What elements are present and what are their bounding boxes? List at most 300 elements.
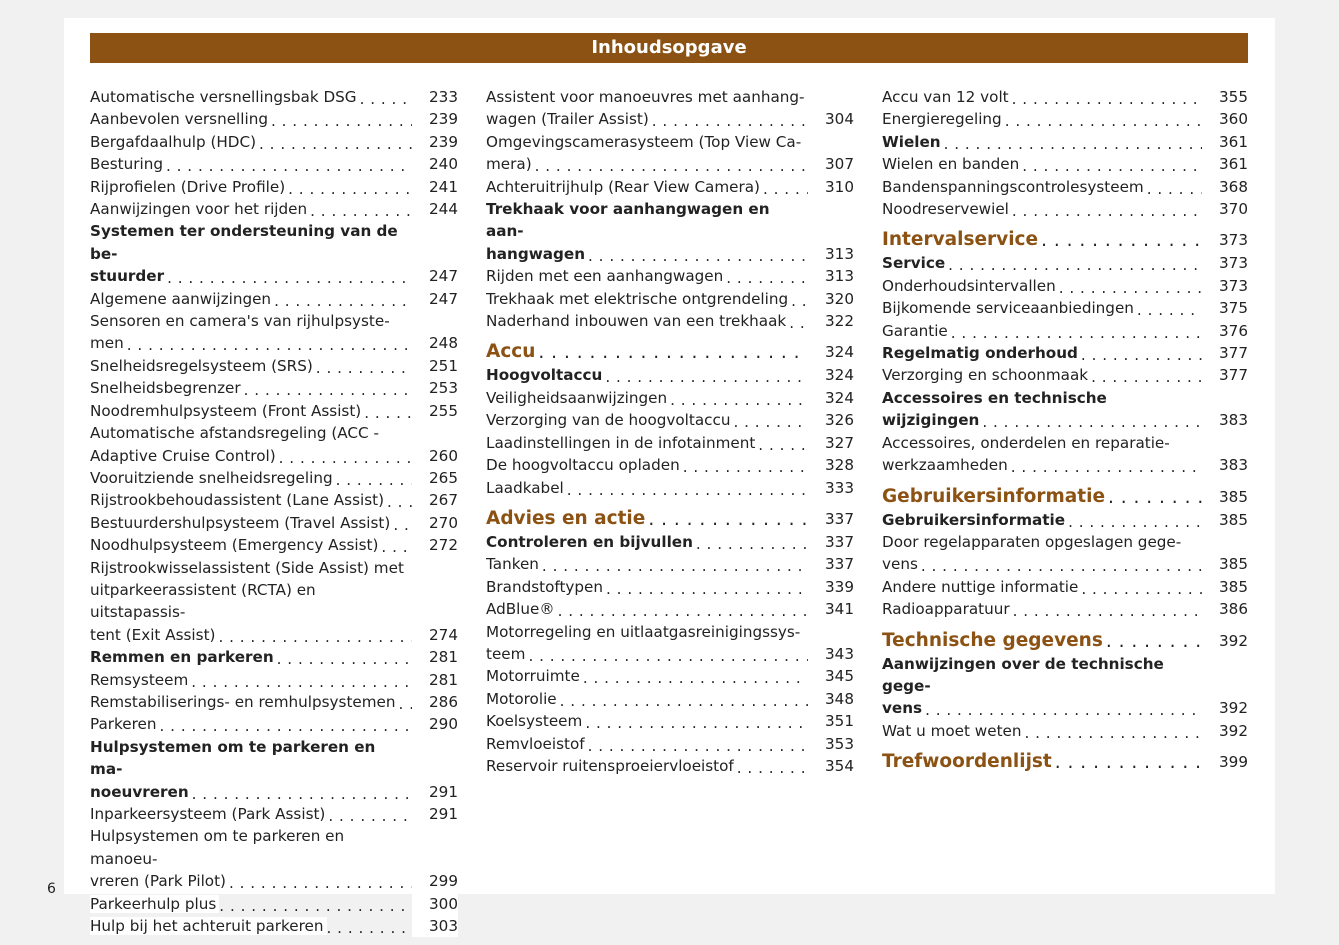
toc-entry-text: Noodremhulpsysteem (Front Assist): [90, 402, 364, 420]
toc-entry-title: [882, 297, 1202, 319]
toc-entry-title: [882, 432, 1202, 477]
toc-page-number: 341: [808, 598, 854, 620]
toc-section-heading[interactable]: [882, 750, 1248, 774]
toc-entry-text: Omgevingscamerasysteem (Top View Ca- mera): [486, 132, 802, 174]
toc-entry-text: Andere nuttige informatie: [882, 578, 1081, 596]
toc-entry-title: [882, 750, 1202, 774]
toc-page-number: 299: [412, 870, 458, 892]
toc-page-number: 370: [1202, 198, 1248, 220]
toc-entry[interactable]: [882, 320, 1248, 342]
toc-page-number: 383: [1202, 409, 1248, 431]
toc-entry-title: [882, 320, 1202, 342]
toc-entry[interactable]: [486, 598, 854, 620]
toc-column-1: [90, 86, 458, 937]
toc-entry-text: Parkeerhulp plus: [90, 895, 219, 913]
toc-entry-text: Service: [882, 254, 948, 272]
toc-entry[interactable]: [882, 576, 1248, 598]
page-title: Inhoudsopgave: [90, 33, 1248, 63]
toc-entry-text: Onderhoudsintervallen: [882, 277, 1059, 295]
toc-entry-title: [882, 342, 1202, 364]
toc-entry-title: [486, 131, 808, 176]
toc-page-number: 324: [808, 387, 854, 409]
toc-column-3: [882, 86, 1248, 774]
toc-entry-text: Rijstrookwisselassistent (Side Assist) met uitparkeerassistent (RCTA) en uitstapassis- tent (Exit Assist): [90, 558, 404, 644]
toc-entry-text: Algemene aanwijzingen: [90, 290, 274, 308]
toc-entry-text: Parkeren: [90, 715, 160, 733]
toc-entry-title: [882, 653, 1202, 720]
toc-page-number: 253: [412, 377, 458, 399]
toc-entry-title: [486, 755, 808, 777]
toc-entry-text: Wat u moet weten: [882, 722, 1025, 740]
toc-entry-title: [90, 489, 412, 511]
toc-page-number: 322: [808, 310, 854, 332]
toc-page-number: 337: [808, 531, 854, 553]
toc-page-number: 291: [412, 803, 458, 825]
toc-entry-title: [486, 176, 808, 198]
toc-entry[interactable]: [486, 86, 854, 131]
toc-entry[interactable]: [90, 803, 458, 825]
toc-entry[interactable]: [90, 467, 458, 489]
toc-page-number: 373: [1202, 228, 1248, 252]
toc-entry-title: [486, 688, 808, 710]
toc-entry-text: Wielen en banden: [882, 155, 1022, 173]
toc-entry-text: Assistent voor manoeuvres met aanhang- wagen (Trailer Assist): [486, 88, 805, 129]
toc-entry-text: Systemen ter ondersteuning van de be- stuurder: [90, 222, 398, 286]
toc-entry-text: Hulpsystemen om te parkeren en manoeu- vreren (Park Pilot): [90, 827, 345, 891]
toc-page-number: 361: [1202, 131, 1248, 153]
toc-entry[interactable]: [90, 153, 458, 175]
toc-entry[interactable]: [90, 512, 458, 534]
toc-entry-text: Accu: [486, 341, 538, 362]
toc-section-heading[interactable]: [882, 228, 1248, 252]
toc-entry[interactable]: [90, 220, 458, 287]
toc-entry-title: [90, 736, 412, 803]
toc-entry[interactable]: [486, 310, 854, 332]
toc-entry-title: [486, 531, 808, 553]
toc-page-number: 255: [412, 400, 458, 422]
toc-entry[interactable]: [90, 489, 458, 511]
toc-entry-text: Laadkabel: [486, 479, 567, 497]
toc-entry-title: [882, 629, 1202, 653]
toc-page-number: 313: [808, 265, 854, 287]
toc-entry[interactable]: [90, 825, 458, 892]
toc-entry[interactable]: [486, 688, 854, 710]
toc-entry-title: [486, 621, 808, 666]
toc-page-number: 239: [412, 108, 458, 130]
toc-page-number: 373: [1202, 252, 1248, 274]
toc-entry-text: Sensoren en camera's van rijhulpsyste- men: [90, 312, 390, 353]
toc-page-number: 333: [808, 477, 854, 499]
toc-entry[interactable]: [882, 131, 1248, 153]
toc-entry-text: Rijprofielen (Drive Profile): [90, 178, 288, 196]
toc-entry-title: [90, 422, 412, 467]
toc-entry-title: [90, 176, 412, 198]
toc-entry[interactable]: [90, 534, 458, 556]
toc-entry-title: [90, 557, 412, 647]
toc-entry-text: Advies en actie: [486, 508, 648, 529]
toc-page-number: 313: [808, 243, 854, 265]
toc-page-number: 247: [412, 265, 458, 287]
toc-entry[interactable]: [486, 733, 854, 755]
toc-page-number: 399: [1202, 750, 1248, 774]
toc-entry-title: [90, 803, 412, 825]
toc-entry[interactable]: [882, 153, 1248, 175]
toc-section-heading[interactable]: [882, 629, 1248, 653]
toc-entry[interactable]: [882, 720, 1248, 742]
toc-entry[interactable]: [90, 646, 458, 668]
toc-page-number: 385: [1202, 485, 1248, 509]
toc-entry-text: Technische gegevens: [882, 630, 1106, 651]
toc-entry-text: De hoogvoltaccu opladen: [486, 456, 683, 474]
toc-entry-title: [486, 387, 808, 409]
toc-page-number: 247: [412, 288, 458, 310]
toc-entry-title: [90, 512, 412, 534]
toc-entry[interactable]: [882, 252, 1248, 274]
toc-entry[interactable]: [486, 576, 854, 598]
toc-entry-text: Radioapparatuur: [882, 600, 1013, 618]
toc-entry[interactable]: [486, 755, 854, 777]
toc-page-number: 343: [808, 643, 854, 665]
toc-column-2: [486, 86, 854, 777]
toc-entry[interactable]: [486, 364, 854, 386]
toc-page-number: 355: [1202, 86, 1248, 108]
toc-entry-text: Hulp bij het achteruit parkeren: [90, 917, 327, 935]
toc-page-number: 326: [808, 409, 854, 431]
toc-entry-text: Accessoires, onderdelen en reparatie- werkzaamheden: [882, 433, 1170, 475]
toc-entry-title: [486, 507, 808, 531]
toc-entry-title: [90, 220, 412, 287]
toc-page-number: 348: [808, 688, 854, 710]
toc-entry-text: Controleren en bijvullen: [486, 533, 696, 551]
toc-entry[interactable]: [90, 108, 458, 130]
toc-entry[interactable]: [486, 198, 854, 265]
toc-entry-text: Noodhulpsysteem (Emergency Assist): [90, 536, 381, 554]
toc-page-number: 385: [1202, 576, 1248, 598]
toc-entry-text: Aanwijzingen voor het rijden: [90, 200, 310, 218]
toc-entry-title: [90, 198, 412, 220]
toc-entry-text: Remstabiliserings- en remhulpsystemen: [90, 693, 399, 711]
toc-entry-title: [486, 576, 808, 598]
toc-page-number: 375: [1202, 297, 1248, 319]
toc-entry-text: Snelheidsbegrenzer: [90, 379, 244, 397]
toc-entry-text: Aanbevolen versnelling: [90, 110, 271, 128]
toc-section-heading[interactable]: [486, 340, 854, 364]
toc-entry[interactable]: [882, 297, 1248, 319]
toc-entry-title: [486, 710, 808, 732]
toc-entry-text: Intervalservice: [882, 229, 1041, 250]
toc-entry[interactable]: [486, 409, 854, 431]
toc-entry-title: [90, 400, 412, 422]
toc-entry-text: AdBlue®: [486, 600, 558, 618]
toc-entry[interactable]: [90, 198, 458, 220]
toc-entry[interactable]: [90, 557, 458, 647]
toc-entry-title: [882, 598, 1202, 620]
toc-entry-title: [882, 576, 1202, 598]
toc-entry-title: [882, 198, 1202, 220]
toc-entry-text: Door regelapparaten opgeslagen gege- vens: [882, 532, 1182, 574]
toc-entry-title: [90, 377, 412, 399]
toc-entry-title: [486, 454, 808, 476]
toc-entry[interactable]: [486, 477, 854, 499]
toc-entry[interactable]: [90, 131, 458, 153]
toc-page-number: 361: [1202, 153, 1248, 175]
toc-entry[interactable]: [882, 176, 1248, 198]
toc-entry[interactable]: [882, 275, 1248, 297]
toc-entry[interactable]: [486, 176, 854, 198]
toc-page-number: 368: [1202, 176, 1248, 198]
toc-entry-text: Tanken: [486, 555, 542, 573]
toc-page-number: 239: [412, 131, 458, 153]
toc-page-number: 260: [412, 445, 458, 467]
toc-entry-text: Vooruitziende snelheidsregeling: [90, 469, 336, 487]
toc-entry[interactable]: [90, 915, 458, 937]
toc-page-number: 251: [412, 355, 458, 377]
toc-entry-title: [882, 86, 1202, 108]
toc-page-number: 307: [808, 153, 854, 175]
toc-entry-text: Veiligheidsaanwijzingen: [486, 389, 670, 407]
toc-entry-title: [90, 534, 412, 556]
toc-entry-title: [882, 275, 1202, 297]
toc-page-number: 386: [1202, 598, 1248, 620]
toc-entry-title: [882, 387, 1202, 432]
toc-entry-text: Remsysteem: [90, 671, 191, 689]
toc-entry-title: [882, 252, 1202, 274]
toc-entry-text: Accu van 12 volt: [882, 88, 1012, 106]
toc-entry-text: Brandstoftypen: [486, 578, 606, 596]
toc-entry-text: Accessoires en technische wijzigingen: [882, 388, 1107, 430]
toc-page-number: 345: [808, 665, 854, 687]
toc-page-number: 281: [412, 669, 458, 691]
toc-entry-text: Remmen en parkeren: [90, 648, 277, 666]
toc-entry-text: Bergafdaalhulp (HDC): [90, 133, 259, 151]
toc-entry-text: Garantie: [882, 322, 951, 340]
toc-page-number: 281: [412, 646, 458, 668]
toc-page-number: 244: [412, 198, 458, 220]
toc-entry-text: Inparkeersysteem (Park Assist): [90, 805, 328, 823]
toc-page-number: 339: [808, 576, 854, 598]
toc-entry-text: Verzorging van de hoogvoltaccu: [486, 411, 734, 429]
toc-entry-title: [486, 432, 808, 454]
toc-page-number: 304: [808, 108, 854, 130]
toc-entry-title: [90, 108, 412, 130]
toc-page-number: 353: [808, 733, 854, 755]
toc-entry-text: Gebruikersinformatie: [882, 511, 1068, 529]
toc-entry-text: Naderhand inbouwen van een trekhaak: [486, 312, 789, 330]
toc-entry-title: [486, 310, 808, 332]
toc-entry[interactable]: [486, 432, 854, 454]
toc-entry-title: [882, 228, 1202, 252]
toc-entry-title: [90, 893, 412, 915]
toc-entry-title: [90, 915, 412, 937]
toc-entry[interactable]: [882, 387, 1248, 432]
page-number: 6: [47, 881, 56, 897]
toc-entry-title: [882, 720, 1202, 742]
toc-entry-title: [486, 733, 808, 755]
toc-entry-text: Gebruikersinformatie: [882, 486, 1108, 507]
toc-entry-title: [90, 646, 412, 668]
toc-page-number: 383: [1202, 454, 1248, 476]
toc-page-number: 324: [808, 364, 854, 386]
toc-page-number: 392: [1202, 697, 1248, 719]
toc-entry[interactable]: [882, 598, 1248, 620]
toc-entry-text: Verzorging en schoonmaak: [882, 366, 1091, 384]
toc-entry[interactable]: [90, 86, 458, 108]
toc-entry-text: Remvloeistof: [486, 735, 588, 753]
toc-section-heading[interactable]: [486, 507, 854, 531]
toc-entry[interactable]: [90, 310, 458, 355]
toc-page-number: 392: [1202, 720, 1248, 742]
toc-entry-title: [90, 691, 412, 713]
toc-entry[interactable]: [882, 342, 1248, 364]
toc-entry-text: Noodreservewiel: [882, 200, 1012, 218]
toc-entry-text: Motorregeling en uitlaatgasreinigingssys- teem: [486, 622, 801, 663]
toc-entry[interactable]: [90, 893, 458, 915]
toc-entry-text: Hoogvoltaccu: [486, 366, 605, 384]
toc-page-number: 267: [412, 489, 458, 511]
toc-page-number: 241: [412, 176, 458, 198]
toc-entry-title: [90, 86, 412, 108]
toc-entry-text: Achteruitrijhulp (Rear View Camera): [486, 178, 763, 196]
toc-page-number: 392: [1202, 629, 1248, 653]
toc-page-number: 291: [412, 781, 458, 803]
toc-page-number: 351: [808, 710, 854, 732]
toc-entry-text: Bandenspanningscontrolesysteem: [882, 178, 1147, 196]
toc-entry-title: [486, 265, 808, 287]
toc-entry[interactable]: [90, 713, 458, 735]
toc-entry-title: [486, 477, 808, 499]
toc-entry-text: Automatische afstandsregeling (ACC - Adaptive Cruise Control): [90, 424, 379, 465]
toc-entry[interactable]: [882, 198, 1248, 220]
toc-entry-title: [882, 531, 1202, 576]
toc-entry[interactable]: [486, 553, 854, 575]
toc-page-number: 376: [1202, 320, 1248, 342]
toc-page-number: 377: [1202, 364, 1248, 386]
toc-entry-title: [882, 153, 1202, 175]
toc-entry-title: [90, 310, 412, 355]
toc-entry-title: [882, 485, 1202, 509]
toc-entry-text: Automatische versnellingsbak DSG: [90, 88, 360, 106]
toc-page-number: 248: [412, 332, 458, 354]
toc-entry[interactable]: [486, 288, 854, 310]
toc-entry[interactable]: [90, 288, 458, 310]
toc-entry[interactable]: [486, 621, 854, 666]
toc-entry-text: Besturing: [90, 155, 166, 173]
toc-entry[interactable]: [90, 736, 458, 803]
toc-entry-title: [90, 467, 412, 489]
toc-entry[interactable]: [882, 653, 1248, 720]
toc-page-number: 240: [412, 153, 458, 175]
toc-entry-text: Rijden met een aanhangwagen: [486, 267, 726, 285]
toc-entry-title: [90, 669, 412, 691]
toc-entry[interactable]: [486, 454, 854, 476]
toc-entry-title: [90, 131, 412, 153]
toc-entry-text: Snelheidsregelsysteem (SRS): [90, 357, 316, 375]
toc-entry-text: Aanwijzingen over de technische gege- vens: [882, 654, 1164, 718]
toc-entry[interactable]: [882, 432, 1248, 477]
toc-entry-text: Bijkomende serviceaanbiedingen: [882, 299, 1137, 317]
toc-entry[interactable]: [486, 531, 854, 553]
toc-page-number: 337: [808, 553, 854, 575]
toc-entry-text: Rijstrookbehoudassistent (Lane Assist): [90, 491, 387, 509]
toc-entry[interactable]: [90, 422, 458, 467]
toc-entry[interactable]: [882, 364, 1248, 386]
toc-entry-title: [486, 86, 808, 131]
toc-entry-text: Bestuurdershulpsysteem (Travel Assist): [90, 514, 393, 532]
toc-entry-text: Wielen: [882, 133, 944, 151]
toc-entry[interactable]: [90, 669, 458, 691]
toc-entry-title: [882, 176, 1202, 198]
toc-entry-title: [486, 340, 808, 364]
toc-page-number: 270: [412, 512, 458, 534]
toc-page-number: 286: [412, 691, 458, 713]
toc-entry[interactable]: [90, 377, 458, 399]
toc-entry-title: [486, 409, 808, 431]
toc-entry-text: Trefwoordenlijst: [882, 751, 1055, 772]
toc-entry[interactable]: [486, 710, 854, 732]
toc-entry[interactable]: [90, 400, 458, 422]
toc-entry[interactable]: [90, 691, 458, 713]
toc-entry-text: Trekhaak met elektrische ontgrendeling: [486, 290, 791, 308]
toc-entry[interactable]: [882, 86, 1248, 108]
toc-entry-text: Koelsysteem: [486, 712, 585, 730]
toc-entry-title: [90, 825, 412, 892]
toc-entry-title: [486, 288, 808, 310]
toc-entry[interactable]: [882, 509, 1248, 531]
toc-entry-title: [486, 665, 808, 687]
toc-page-number: 303: [412, 915, 458, 937]
toc-page-number: 360: [1202, 108, 1248, 130]
toc-entry-text: Laadinstellingen in de infotainment: [486, 434, 758, 452]
toc-page-number: 300: [412, 893, 458, 915]
toc-entry[interactable]: [90, 355, 458, 377]
toc-entry-title: [486, 364, 808, 386]
toc-entry[interactable]: [486, 131, 854, 176]
toc-entry-text: Motorruimte: [486, 667, 583, 685]
toc-entry[interactable]: [486, 665, 854, 687]
toc-entry-title: [882, 509, 1202, 531]
toc-page-number: 310: [808, 176, 854, 198]
toc-entry-title: [882, 131, 1202, 153]
toc-entry-title: [486, 553, 808, 575]
toc-page-number: 337: [808, 507, 854, 531]
toc-entry-text: Energieregeling: [882, 110, 1005, 128]
toc-page-number: 385: [1202, 509, 1248, 531]
toc-page-number: 385: [1202, 553, 1248, 575]
toc-entry-text: Hulpsystemen om te parkeren en ma- noeuvreren: [90, 737, 376, 801]
toc-entry-title: [486, 198, 808, 265]
toc-entry[interactable]: [882, 108, 1248, 130]
toc-entry-title: [90, 153, 412, 175]
toc-entry-title: [882, 364, 1202, 386]
toc-page-number: 233: [412, 86, 458, 108]
toc-entry-title: [882, 108, 1202, 130]
toc-page-number: 354: [808, 755, 854, 777]
toc-entry-title: [90, 713, 412, 735]
toc-entry-text: Reservoir ruitensproeiervloeistof: [486, 757, 737, 775]
toc-page-number: 274: [412, 624, 458, 646]
toc-page-number: 327: [808, 432, 854, 454]
toc-page-number: 328: [808, 454, 854, 476]
toc-entry-text: Trekhaak voor aanhangwagen en aan- hangwagen: [486, 200, 770, 263]
toc-entry[interactable]: [486, 387, 854, 409]
toc-page-number: 324: [808, 340, 854, 364]
toc-page-number: 290: [412, 713, 458, 735]
toc-entry-text: Motorolie: [486, 690, 560, 708]
toc-entry[interactable]: [90, 176, 458, 198]
toc-entry[interactable]: [486, 265, 854, 287]
toc-section-heading[interactable]: [882, 485, 1248, 509]
toc-entry[interactable]: [882, 531, 1248, 576]
